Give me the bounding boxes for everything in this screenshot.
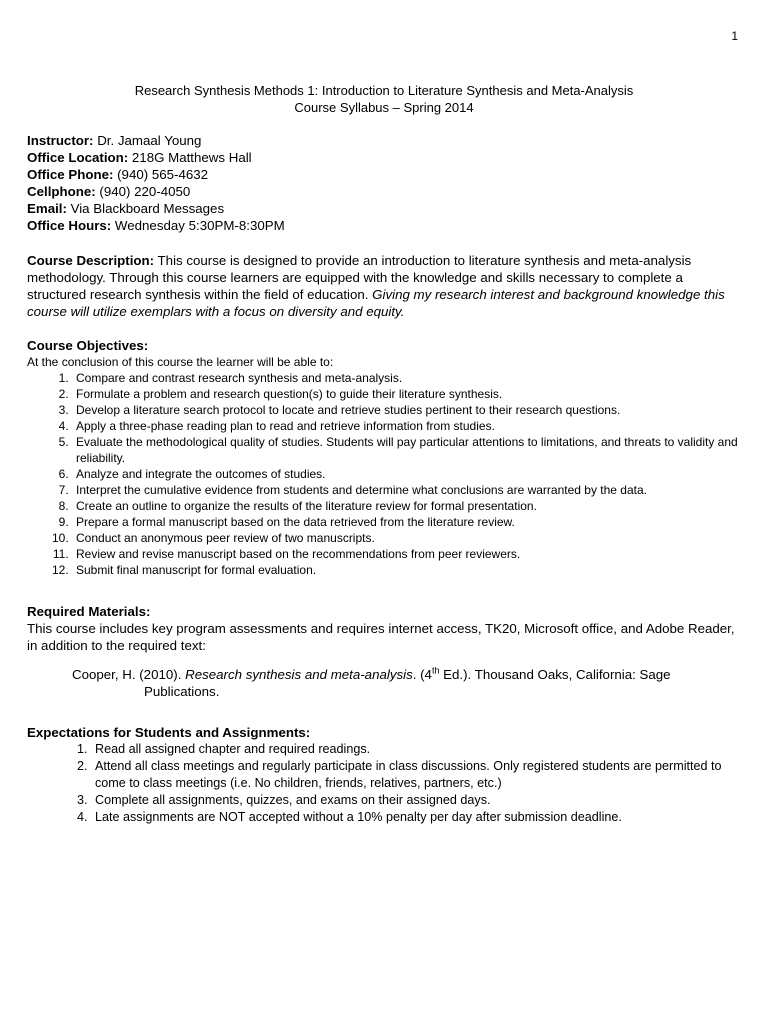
expectations	[27, 724, 739, 826]
expectations-list	[27, 741, 739, 826]
required-materials	[27, 603, 739, 700]
info-cellphone: Cellphone: (940) 220-4050	[27, 184, 191, 199]
info-email: Email: Via Blackboard Messages	[27, 201, 225, 216]
list-item: 8. Create an outline to organize the results of the literature review for formal presentation.	[72, 498, 739, 514]
document-title	[0, 82, 768, 116]
list-item: 5. Evaluate the methodological quality of studies. Students will pay particular attentions to limitations, and threats to validity and reliability.	[72, 434, 739, 466]
info-office-location: Office Location: 218G Matthews Hall	[27, 150, 252, 165]
objectives-intro: At the conclusion of this course the learner will be able to:	[27, 355, 334, 369]
list-item: 9. Prepare a formal manuscript based on the data retrieved from the literature review.	[72, 514, 739, 530]
objectives-heading: Course Objectives:	[27, 338, 149, 353]
course-description-italic: Giving my research interest and background knowledge this course will utilize exemplars with a focus on diversity and equity.	[27, 287, 725, 319]
citation: Cooper, H. (2010). Research synthesis and meta-analysis. (4th Ed.). Thousand Oaks, California: Sage Publications.	[72, 665, 671, 699]
title-line-1: Research Synthesis Methods 1: Introduction to Literature Synthesis and Meta-Analysis	[134, 83, 634, 98]
list-item: 3. Develop a literature search protocol to locate and retrieve studies pertinent to their research questions.	[72, 402, 739, 418]
expectations-heading: Expectations for Students and Assignments:	[27, 725, 311, 740]
course-description-text: This course is designed to provide an introduction to literature synthesis and meta-analysis methodology. Through this course learners are equipped with the knowledge and skills necessary to complete a structured research synthesis within the field of education.	[27, 253, 692, 302]
list-item: 1. Compare and contrast research synthesis and meta-analysis.	[72, 370, 739, 386]
list-item: 1. Read all assigned chapter and required readings.	[91, 741, 739, 758]
info-instructor: Instructor: Dr. Jamaal Young	[27, 133, 202, 148]
info-office-phone: Office Phone: (940) 565-4632	[27, 167, 209, 182]
page-number: 1	[731, 29, 738, 43]
list-item: 2. Attend all class meetings and regularly participate in class discussions. Only registered students are permitted to come to class meetings (i.e. No children, friends, relatives, partners, etc.)	[91, 758, 739, 792]
course-description	[27, 252, 739, 320]
course-objectives	[27, 337, 739, 578]
list-item: 6. Analyze and integrate the outcomes of studies.	[72, 466, 739, 482]
list-item: 4. Late assignments are NOT accepted without a 10% penalty per day after submission deadline.	[91, 809, 739, 826]
list-item: 4. Apply a three-phase reading plan to read and retrieve information from studies.	[72, 418, 739, 434]
info-office-hours: Office Hours: Wednesday 5:30PM-8:30PM	[27, 218, 285, 233]
list-item: 7. Interpret the cumulative evidence from students and determine what conclusions are warranted by the data.	[72, 482, 739, 498]
list-item: 12. Submit final manuscript for formal evaluation.	[72, 562, 739, 578]
list-item: 2. Formulate a problem and research question(s) to guide their literature synthesis.	[72, 386, 739, 402]
materials-text: This course includes key program assessments and requires internet access, TK20, Microsoft office, and Adobe Reader, in addition to the required text:	[27, 621, 735, 653]
instructor-info	[27, 132, 739, 234]
title-line-2: Course Syllabus – Spring 2014	[294, 100, 474, 115]
list-item: 11. Review and revise manuscript based on the recommendations from peer reviewers.	[72, 546, 739, 562]
objectives-list	[27, 370, 739, 578]
list-item: 10. Conduct an anonymous peer review of two manuscripts.	[72, 530, 739, 546]
course-description-label: Course Description:	[27, 253, 155, 268]
list-item: 3. Complete all assignments, quizzes, and exams on their assigned days.	[91, 792, 739, 809]
materials-heading: Required Materials:	[27, 604, 151, 619]
